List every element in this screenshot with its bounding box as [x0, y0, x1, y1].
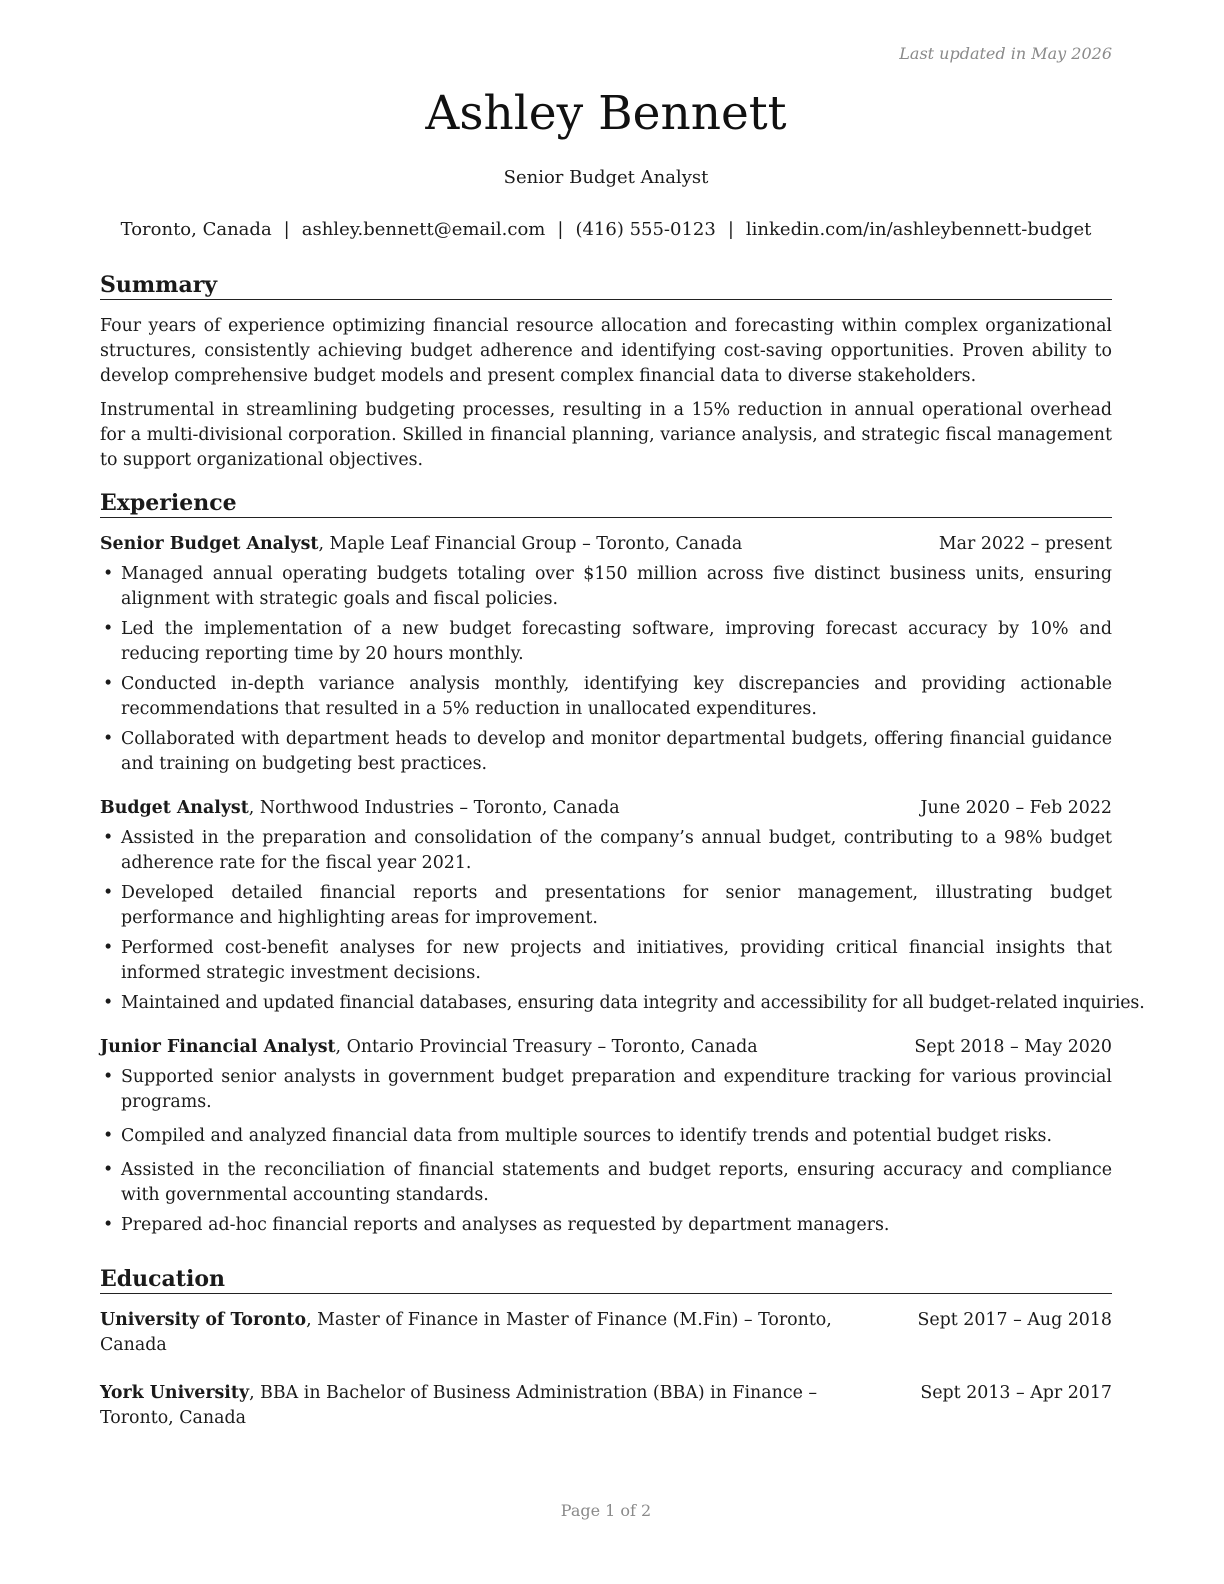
- candidate-name: Ashley Bennett: [425, 86, 787, 141]
- job-company: , Maple Leaf Financial Group – Toronto, Canada: [318, 534, 743, 554]
- list-item: [100, 562, 1112, 612]
- education-entry: [100, 1381, 1112, 1431]
- job-role: Budget Analyst: [100, 798, 249, 818]
- contact-email[interactable]: ashley.bennett@email.com: [301, 219, 546, 240]
- bullet-text: Performed cost-benefit analyses for new projects and initiatives, providing critical financial insights that informed strategic investment decisions.: [121, 938, 1112, 983]
- contact-separator: |: [727, 219, 734, 240]
- section-title-education: Education: [100, 1265, 1112, 1294]
- bullet-icon: •: [103, 564, 114, 584]
- contact-separator: |: [283, 219, 290, 240]
- contact-linkedin[interactable]: linkedin.com/in/ashleybennett-budget: [745, 219, 1092, 240]
- bullet-text: Collaborated with department heads to develop and monitor departmental budgets, offering financial guidance and training on budgeting best practices.: [121, 729, 1112, 774]
- list-item: [100, 672, 1112, 722]
- summary-section: [100, 271, 1112, 473]
- bullet-text: Prepared ad-hoc financial reports and analyses as requested by department managers.: [121, 1215, 890, 1235]
- bullet-text: Maintained and updated financial databases, ensuring data integrity and accessibility for all budget-related inquiries.: [121, 993, 1145, 1013]
- contact-separator: |: [557, 219, 564, 240]
- bullet-icon: •: [103, 1160, 114, 1180]
- bullet-icon: •: [103, 729, 114, 749]
- resume-page: [100, 0, 1145, 1584]
- list-item: [100, 617, 1112, 667]
- summary-paragraph: Instrumental in streamlining budgeting processes, resulting in a 15% reduction in annual operational overhead for a multi-divisional corporation. Skilled in financial planning, variance analysis, and strategic fiscal management to support organizational objectives.: [100, 400, 1112, 470]
- contact-location: Toronto, Canada: [120, 219, 272, 240]
- education-dates: Sept 2017 – Aug 2018: [917, 1310, 1112, 1330]
- experience-entry: [100, 1035, 1112, 1238]
- job-bullets: [100, 1065, 1112, 1238]
- list-item: [100, 881, 1112, 931]
- list-item: [100, 936, 1112, 986]
- contact-line: [100, 219, 1112, 240]
- section-title-summary: Summary: [100, 271, 1112, 300]
- experience-entry: [100, 796, 1145, 1016]
- bullet-text: Assisted in the preparation and consolidation of the company’s annual budget, contributing to a 98% budget adherence rate for the fiscal year 2021.: [121, 828, 1112, 873]
- last-updated-note: Last updated in May 2026: [899, 44, 1112, 63]
- list-item: [100, 727, 1112, 777]
- bullet-icon: •: [103, 828, 114, 848]
- list-item: [100, 991, 1145, 1016]
- job-dates: Mar 2022 – present: [938, 534, 1112, 554]
- bullet-text: Conducted in-depth variance analysis monthly, identifying key discrepancies and providing actionable recommendations that resulted in a 5% reduction in unallocated expenditures.: [121, 674, 1112, 719]
- job-bullets: [100, 562, 1112, 777]
- experience-entry-header: [100, 532, 1112, 557]
- bullet-icon: •: [103, 619, 114, 639]
- bullet-icon: •: [103, 938, 114, 958]
- bullet-text: Developed detailed financial reports and presentations for senior management, illustrating budget performance and highlighting areas for improvement.: [121, 883, 1112, 928]
- bullet-icon: •: [103, 1067, 114, 1087]
- experience-entry-header: [100, 1035, 1112, 1060]
- summary-paragraph: Four years of experience optimizing financial resource allocation and forecasting within complex organizational structures, consistently achieving budget adherence and identifying cost-saving opportunities. Proven ability to develop comprehensive budget models and present complex financial data to diverse stakeholders.: [100, 316, 1112, 386]
- job-dates: Sept 2018 – May 2020: [914, 1037, 1112, 1057]
- experience-entry: [100, 532, 1112, 777]
- candidate-headline: Senior Budget Analyst: [503, 167, 709, 188]
- bullet-icon: •: [103, 674, 114, 694]
- experience-entry-header: [100, 796, 1112, 821]
- list-item: [100, 1065, 1112, 1115]
- degree-details: , Master of Finance in Master of Finance (M.Fin) – Toronto, Canada: [100, 1310, 832, 1355]
- list-item: [100, 1124, 1112, 1149]
- list-item: [100, 1213, 1112, 1238]
- bullet-icon: •: [103, 993, 114, 1013]
- bullet-text: Managed annual operating budgets totaling over $150 million across five distinct business units, ensuring alignment with strategic goals and fiscal policies.: [121, 564, 1112, 609]
- page-number: Page 1 of 2: [560, 1501, 652, 1520]
- contact-phone[interactable]: (416) 555-0123: [575, 219, 716, 240]
- job-bullets: [100, 826, 1145, 1016]
- job-company: , Northwood Industries – Toronto, Canada: [248, 798, 620, 818]
- list-item: [100, 1158, 1112, 1208]
- list-item: [100, 826, 1112, 876]
- school-name: York University: [100, 1383, 250, 1403]
- job-role: Junior Financial Analyst: [100, 1037, 336, 1057]
- degree-details: , BBA in Bachelor of Business Administration (BBA) in Finance – Toronto, Canada: [100, 1383, 818, 1428]
- bullet-icon: •: [103, 1126, 114, 1146]
- bullet-icon: •: [103, 883, 114, 903]
- experience-section: [100, 489, 1145, 1238]
- education-dates: Sept 2013 – Apr 2017: [920, 1383, 1112, 1403]
- job-role: Senior Budget Analyst: [100, 534, 319, 554]
- bullet-text: Compiled and analyzed financial data from multiple sources to identify trends and potential budget risks.: [121, 1126, 1053, 1146]
- bullet-text: Supported senior analysts in government budget preparation and expenditure tracking for various provincial programs.: [121, 1067, 1112, 1112]
- bullet-icon: •: [103, 1215, 114, 1235]
- education-entry: [100, 1308, 1112, 1358]
- job-company: , Ontario Provincial Treasury – Toronto, Canada: [335, 1037, 758, 1057]
- education-section: [100, 1265, 1112, 1431]
- bullet-text: Led the implementation of a new budget forecasting software, improving forecast accuracy by 10% and reducing reporting time by 20 hours monthly.: [121, 619, 1112, 664]
- job-dates: June 2020 – Feb 2022: [920, 798, 1112, 818]
- section-title-experience: Experience: [100, 489, 1112, 518]
- school-name: University of Toronto: [100, 1310, 307, 1330]
- bullet-text: Assisted in the reconciliation of financial statements and budget reports, ensuring accuracy and compliance with governmental accounting standards.: [121, 1160, 1112, 1205]
